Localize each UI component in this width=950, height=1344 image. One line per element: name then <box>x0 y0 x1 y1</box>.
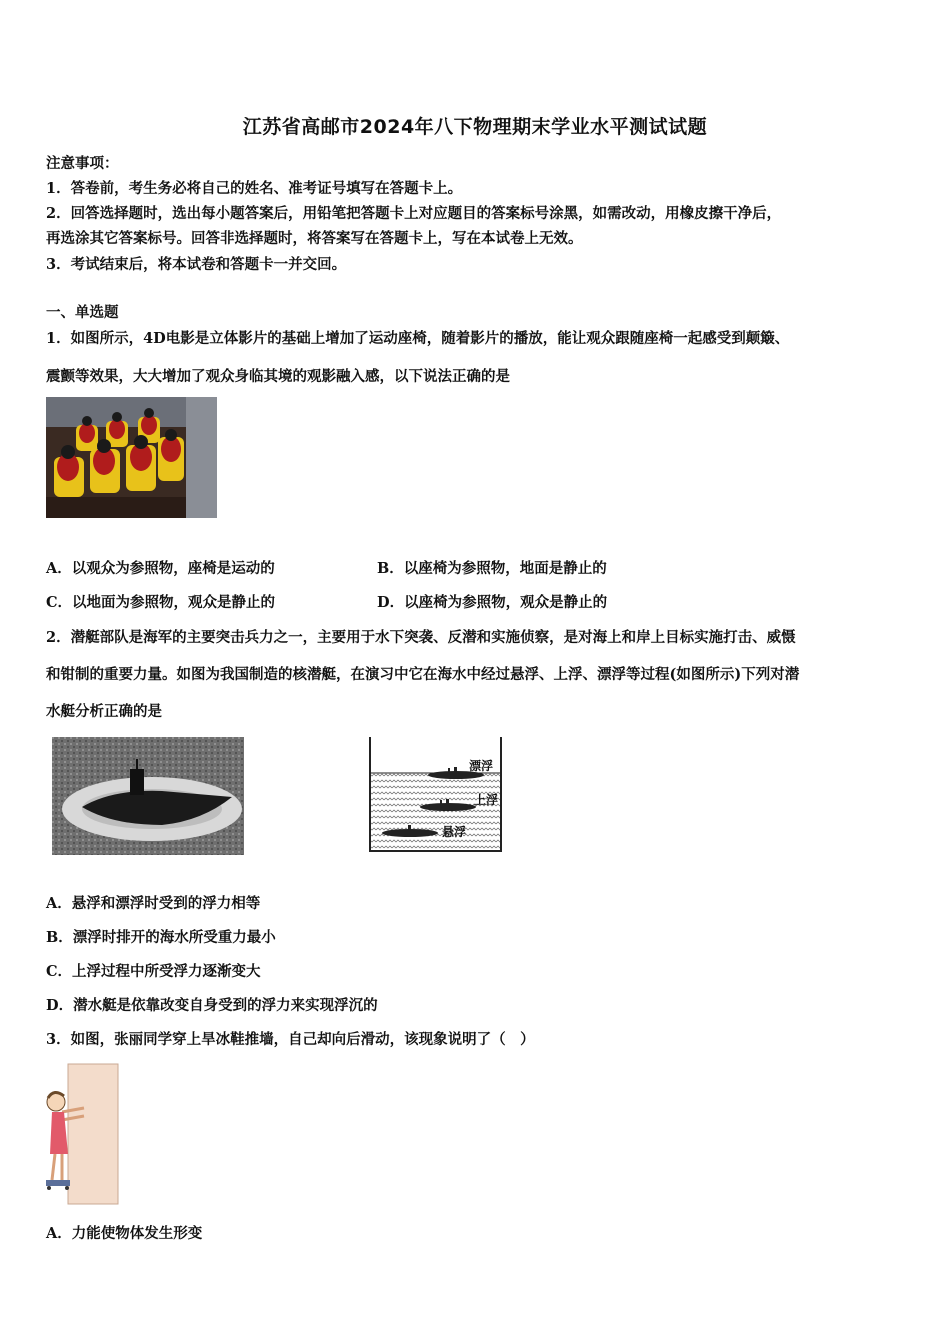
question-2-text: 水艇分析正确的是 <box>46 703 162 720</box>
q2-option-a: A．悬浮和漂浮时受到的浮力相等 <box>46 895 261 912</box>
q3-option-a: A．力能使物体发生形变 <box>46 1225 203 1242</box>
note-item: 1．答卷前，考生务必将自己的姓名、准考证号填写在答题卡上。 <box>46 180 463 197</box>
q1-option-b: B．以座椅为参照物，地面是静止的 <box>377 560 607 577</box>
q2-option-c: C．上浮过程中所受浮力逐渐变大 <box>46 963 261 980</box>
label-floating: 漂浮 <box>469 759 494 773</box>
question-3-text: 3．如图，张丽同学穿上旱冰鞋推墙，自己却向后滑动，该现象说明了（ ） <box>46 1031 535 1048</box>
q1-option-a: A．以观众为参照物，座椅是运动的 <box>46 560 275 577</box>
submarine-photo <box>52 737 244 855</box>
question-2-text: 2．潜艇部队是海军的主要突击兵力之一，主要用于水下突袭、反潜和实施侦察，是对海上和岸上目标实施打击、威慑 <box>46 629 796 646</box>
label-rising: 上浮 <box>474 793 499 807</box>
note-item: 3．考试结束后，将本试卷和答题卡一并交回。 <box>46 256 347 273</box>
question-1-text: 震颤等效果，大大增加了观众身临其境的观影融入感，以下说法正确的是 <box>46 368 510 385</box>
page-title: 江苏省高邮市2024年八下物理期末学业水平测试试题 <box>242 116 708 138</box>
cinema-photo <box>46 397 217 518</box>
notes-heading: 注意事项： <box>46 155 119 172</box>
q1-option-c: C．以地面为参照物，观众是静止的 <box>46 594 276 611</box>
label-suspended: 悬浮 <box>442 825 467 839</box>
note-item: 再选涂其它答案标号。回答非选择题时，将答案写在答题卡上，写在本试卷上无效。 <box>46 230 583 247</box>
question-2-text: 和钳制的重要力量。如图为我国制造的核潜艇，在演习中它在海水中经过悬浮、上浮、漂浮等过程(如图所示)下列对潜 <box>46 666 800 683</box>
q1-option-d: D．以座椅为参照物，观众是静止的 <box>377 594 608 611</box>
note-item: 2．回答选择题时，选出每小题答案后，用铅笔把答题卡上对应题目的答案标号涂黑，如需改动，用橡皮擦干净后， <box>46 205 782 222</box>
submarine-states-diagram <box>368 737 505 854</box>
q2-option-b: B．漂浮时排开的海水所受重力最小 <box>46 929 276 946</box>
girl-pushing-wall-figure <box>44 1062 120 1206</box>
q2-option-d: D．潜水艇是依靠改变自身受到的浮力来实现浮沉的 <box>46 997 378 1014</box>
question-1-text: 1．如图所示，4D电影是立体影片的基础上增加了运动座椅，随着影片的播放，能让观众跟随座椅一起感受到颠簸、 <box>46 330 790 347</box>
section-heading: 一、单选题 <box>46 304 119 321</box>
